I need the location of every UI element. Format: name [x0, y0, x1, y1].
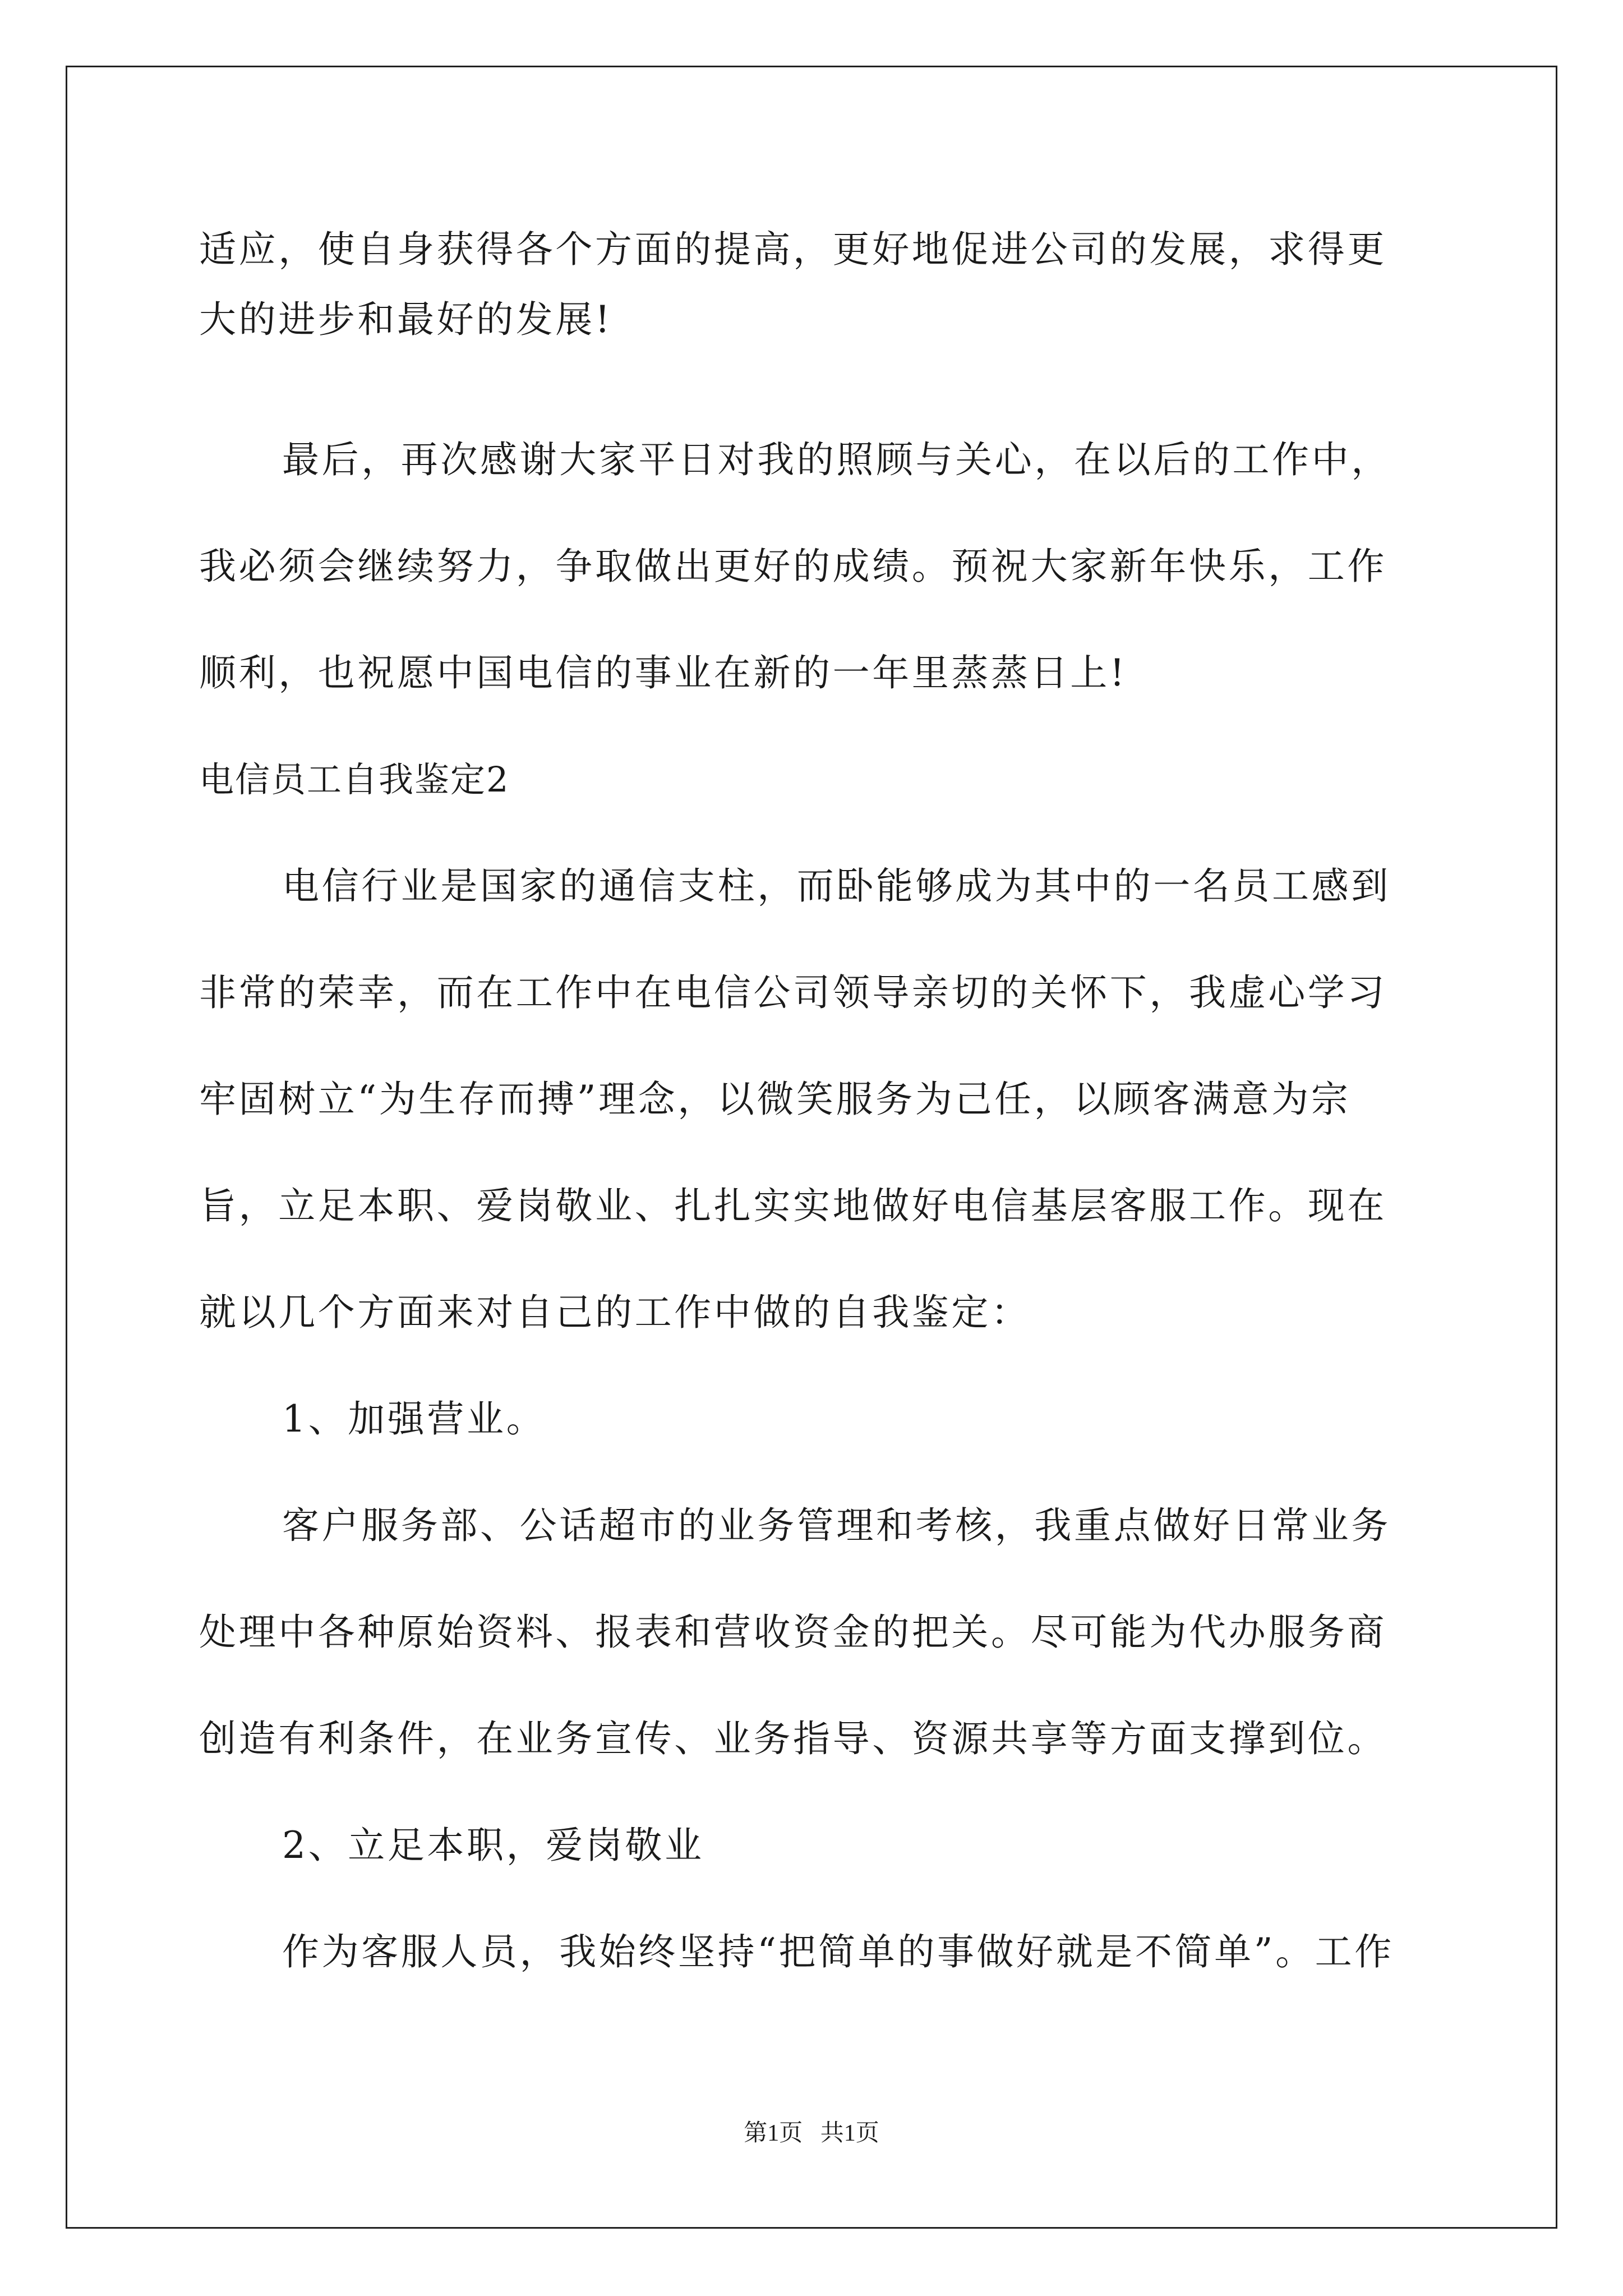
- body-text-line: 旨，立足本职、爱岗敬业、扎扎实实地做好电信基层客服工作。现在: [199, 1184, 1387, 1227]
- paragraph-first-line: 客户服务部、公话超市的业务管理和考核，我重点做好日常业务: [282, 1504, 1391, 1547]
- page-border: [66, 66, 1557, 2229]
- body-text-line: 创造有利条件，在业务宣传、业务指导、资源共享等方面支撑到位。: [199, 1717, 1387, 1760]
- paragraph-first-line: 电信行业是国家的通信支柱，而卧能够成为其中的一名员工感到: [282, 864, 1391, 908]
- body-text-line: 顺利，也祝愿中国电信的事业在新的一年里蒸蒸日上!: [199, 651, 1127, 694]
- section-heading: 电信员工自我鉴定2: [199, 759, 510, 800]
- paragraph-first-line: 最后，再次感谢大家平日对我的照顾与关心，在以后的工作中，: [282, 438, 1391, 481]
- list-item-heading: 1、加强营业。: [282, 1397, 546, 1441]
- paragraph-first-line: 作为客服人员，我始终坚持“把简单的事做好就是不简单”。工作: [282, 1930, 1394, 1973]
- body-text-line: 我必须会继续努力，争取做出更好的成绩。预祝大家新年快乐，工作: [199, 545, 1387, 588]
- body-text-line: 就以几个方面来对自己的工作中做的自我鉴定：: [199, 1291, 1031, 1334]
- list-item-heading: 2、立足本职，爱岗敬业: [282, 1824, 704, 1867]
- body-text-line: 非常的荣幸，而在工作中在电信公司领导亲切的关怀下，我虚心学习: [199, 971, 1387, 1014]
- body-text-line: 适应，使自身获得各个方面的提高，更好地促进公司的发展，求得更: [199, 228, 1387, 271]
- body-text-line: 大的进步和最好的发展!: [199, 298, 613, 341]
- page-number-footer: 第1页 共1页: [744, 2120, 879, 2146]
- body-text-line: 牢固树立“为生存而搏”理念，以微笑服务为己任，以顾客满意为宗: [199, 1078, 1351, 1121]
- body-text-line: 处理中各种原始资料、报表和营收资金的把关。尽可能为代办服务商: [199, 1611, 1387, 1654]
